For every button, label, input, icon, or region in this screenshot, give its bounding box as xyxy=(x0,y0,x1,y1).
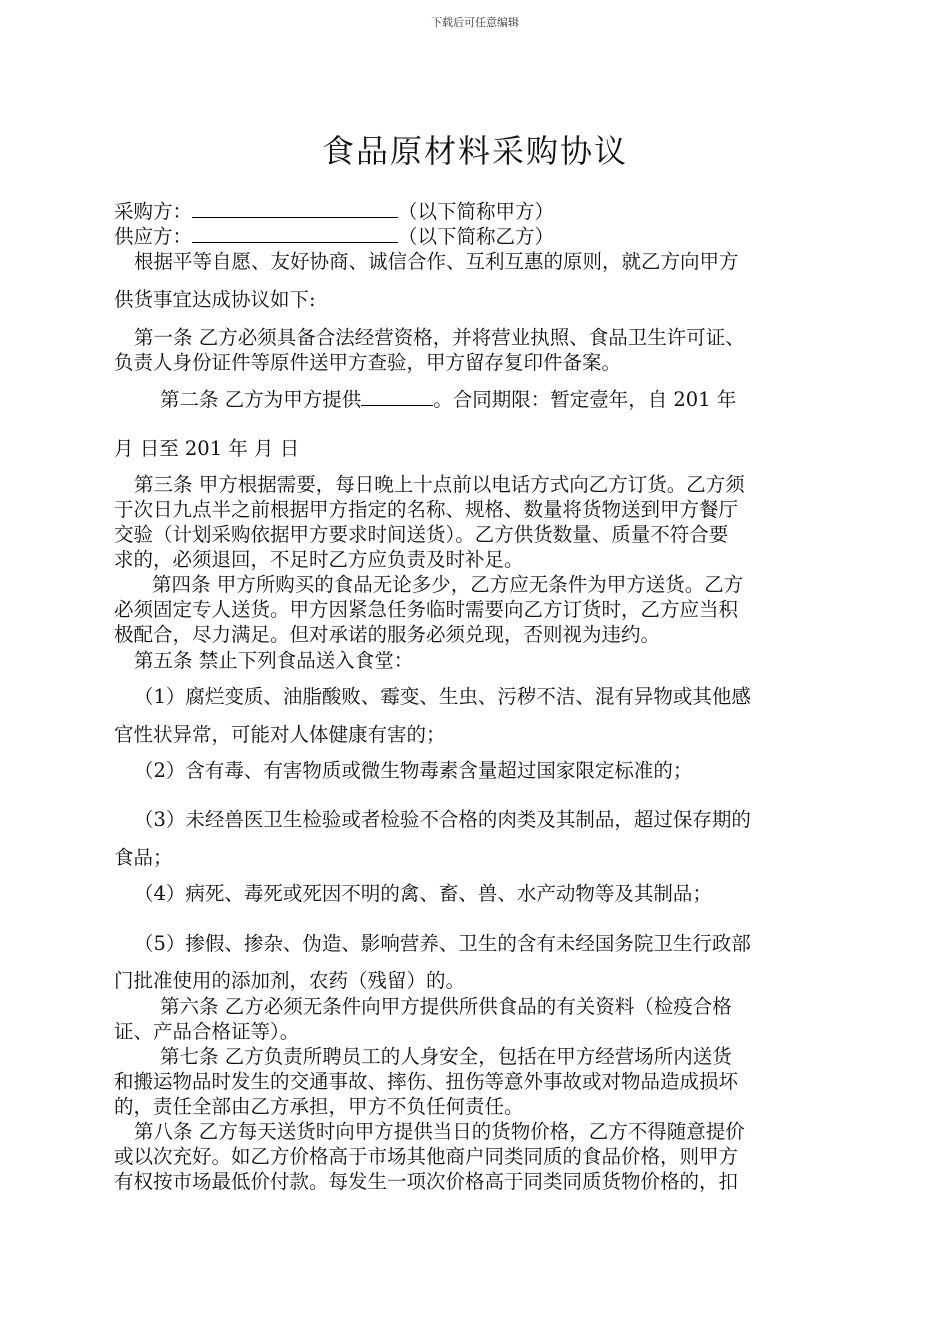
article-4-line: 第四条 甲方所购买的食品无论多少，乙方应无条件为甲方送货。乙方 xyxy=(152,573,744,596)
buyer-line xyxy=(114,199,554,225)
article-6-line: 证、产品合格证等）。 xyxy=(114,1020,300,1043)
supplier-blank xyxy=(192,224,398,243)
article-3-line: 第三条 甲方根据需要，每日晚上十点前以电话方式向乙方订货。乙方须 xyxy=(134,473,745,496)
buyer-label: 采购方： xyxy=(114,200,193,223)
article-4-line: 极配合，尽力满足。但对承诺的服务必须兑现，否则视为违约。 xyxy=(114,623,661,646)
article-3-line: 于次日九点半之前根据甲方指定的名称、规格、数量将货物送到甲方餐厅 xyxy=(114,498,739,521)
article-8-line: 有权按市场最低价付款。每发生一项次价格高于同类同质货物价格的，扣 xyxy=(114,1170,739,1193)
item-4-line: （4）病死、毒死或死因不明的禽、畜、兽、水产动物等及其制品； xyxy=(134,882,712,905)
article-2-post: 。合同期限：暂定壹年，自 201 年 xyxy=(433,388,737,411)
intro-line: 供货事宜达成协议如下: xyxy=(114,288,316,311)
article-7-line: 的，责任全部由乙方承担，甲方不负任何责任。 xyxy=(114,1095,524,1118)
item-5-line: 门批准使用的添加剂，农药（残留）的。 xyxy=(114,969,466,992)
article-3-line: 求的，必须退回，不足时乙方应负责及时补足。 xyxy=(114,548,524,571)
article-2-line: 月 日至 201 年 月 日 xyxy=(114,437,300,460)
item-1-line: （1）腐烂变质、油脂酸败、霉变、生虫、污秽不洁、混有异物或其他感 xyxy=(134,685,751,708)
document-title: 食品原材料采购协议 xyxy=(321,132,628,170)
supplier-line xyxy=(114,224,554,250)
article-1-line: 负责人身份证件等原件送甲方查验，甲方留存复印件备案。 xyxy=(114,351,622,374)
article-4-line: 必须固定专人送货。甲方因紧急任务临时需要向乙方订货时，乙方应当积 xyxy=(114,598,739,621)
article-2-line xyxy=(160,387,736,413)
article-1-line: 第一条 乙方必须具备合法经营资格，并将营业执照、食品卫生许可证、 xyxy=(134,326,745,349)
buyer-blank xyxy=(192,199,398,218)
article-3-line: 交验（计划采购依据甲方要求时间送货）。乙方供货数量、质量不符合要 xyxy=(114,523,729,546)
article-8-line: 第八条 乙方每天送货时向甲方提供当日的货物价格，乙方不得随意提价 xyxy=(134,1120,745,1143)
supplier-suffix: （以下简称乙方） xyxy=(398,225,555,248)
page-header: 下载后可任意编辑 xyxy=(431,16,519,29)
intro-line: 根据平等自愿、友好协商、诚信合作、互利互惠的原则，就乙方向甲方 xyxy=(134,250,739,273)
item-3-line: （3）未经兽医卫生检验或者检验不合格的肉类及其制品，超过保存期的 xyxy=(134,808,751,831)
item-5-line: （5）掺假、掺杂、伪造、影响营养、卫生的含有未经国务院卫生行政部 xyxy=(134,932,751,955)
article-5-line: 第五条 禁止下列食品送入食堂： xyxy=(134,649,414,672)
article-8-line: 或以次充好。如乙方价格高于市场其他商户同类同质的食品价格，则甲方 xyxy=(114,1145,739,1168)
product-blank xyxy=(361,387,433,406)
item-3-line: 食品； xyxy=(114,846,173,869)
article-7-line: 第七条 乙方负责所聘员工的人身安全，包括在甲方经营场所内送货 xyxy=(160,1045,732,1068)
buyer-suffix: （以下简称甲方） xyxy=(398,200,555,223)
article-6-line: 第六条 乙方必须无条件向甲方提供所供食品的有关资料（检疫合格 xyxy=(160,995,732,1018)
item-2-line: （2）含有毒、有害物质或微生物毒素含量超过国家限定标准的； xyxy=(134,759,693,782)
supplier-label: 供应方： xyxy=(114,225,193,248)
article-2-pre: 第二条 乙方为甲方提供 xyxy=(160,388,362,411)
item-1-line: 官性状异常，可能对人体健康有害的； xyxy=(114,723,446,746)
article-7-line: 和搬运物品时发生的交通事故、摔伤、扭伤等意外事故或对物品造成损坏 xyxy=(114,1070,739,1093)
